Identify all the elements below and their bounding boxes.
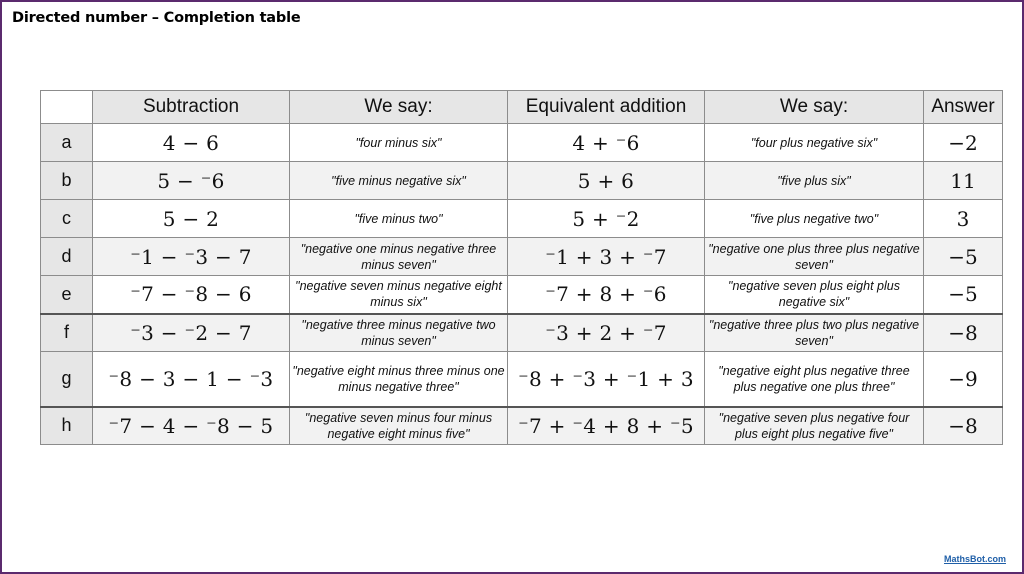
subtraction-cell: ⁻8 − 3 − 1 − ⁻3	[93, 352, 290, 407]
slide-title: Directed number – Completion table	[12, 10, 301, 26]
table-row-h	[41, 407, 1003, 445]
subtraction-cell: ⁻7 − 4 − ⁻8 − 5	[93, 407, 290, 445]
addition-cell: 5 + ⁻2	[508, 200, 705, 238]
completion-table	[40, 90, 1003, 445]
row-label: e	[41, 276, 93, 314]
we-say-addition-cell: "five plus negative two"	[705, 200, 924, 238]
we-say-addition-cell: "negative seven plus eight plus negative six"	[705, 276, 924, 314]
row-label: f	[41, 314, 93, 352]
row-label: h	[41, 407, 93, 445]
we-say-subtraction-cell: "five minus negative six"	[290, 162, 508, 200]
answer-cell: 3	[924, 200, 1003, 238]
answer-cell: 11	[924, 162, 1003, 200]
addition-cell: ⁻3 + 2 + ⁻7	[508, 314, 705, 352]
answer-cell: −5	[924, 238, 1003, 276]
header-answer: Answer	[924, 91, 1003, 124]
header-row	[41, 91, 1003, 124]
addition-cell: ⁻7 + ⁻4 + 8 + ⁻5	[508, 407, 705, 445]
subtraction-cell: ⁻3 − ⁻2 − 7	[93, 314, 290, 352]
table-row-g	[41, 352, 1003, 407]
we-say-subtraction-cell: "negative one minus negative three minus seven"	[290, 238, 508, 276]
table-row-f	[41, 314, 1003, 352]
subtraction-cell: 4 − 6	[93, 124, 290, 162]
header-we-say-subtraction: We say:	[290, 91, 508, 124]
addition-cell: ⁻1 + 3 + ⁻7	[508, 238, 705, 276]
row-label: d	[41, 238, 93, 276]
we-say-addition-cell: "negative seven plus negative four plus eight plus negative five"	[705, 407, 924, 445]
we-say-subtraction-cell: "negative three minus negative two minus seven"	[290, 314, 508, 352]
we-say-addition-cell: "negative three plus two plus negative seven"	[705, 314, 924, 352]
row-label: c	[41, 200, 93, 238]
header-we-say-addition: We say:	[705, 91, 924, 124]
answer-cell: −9	[924, 352, 1003, 407]
we-say-subtraction-cell: "negative seven minus four minus negative eight minus five"	[290, 407, 508, 445]
header-equivalent-addition: Equivalent addition	[508, 91, 705, 124]
subtraction-cell: 5 − 2	[93, 200, 290, 238]
table-row-c	[41, 200, 1003, 238]
table-row-b	[41, 162, 1003, 200]
answer-cell: −5	[924, 276, 1003, 314]
mathsbot-link[interactable]: MathsBot.com	[943, 554, 1006, 564]
addition-cell: 4 + ⁻6	[508, 124, 705, 162]
we-say-addition-cell: "four plus negative six"	[705, 124, 924, 162]
subtraction-cell: ⁻7 − ⁻8 − 6	[93, 276, 290, 314]
row-label: g	[41, 352, 93, 407]
subtraction-cell: ⁻1 − ⁻3 − 7	[93, 238, 290, 276]
we-say-subtraction-cell: "negative eight minus three minus one minus negative three"	[290, 352, 508, 407]
we-say-addition-cell: "five plus six"	[705, 162, 924, 200]
answer-cell: −2	[924, 124, 1003, 162]
we-say-subtraction-cell: "four minus six"	[290, 124, 508, 162]
header-subtraction: Subtraction	[93, 91, 290, 124]
table-row-e	[41, 276, 1003, 314]
we-say-subtraction-cell: "five minus two"	[290, 200, 508, 238]
addition-cell: ⁻8 + ⁻3 + ⁻1 + 3	[508, 352, 705, 407]
addition-cell: 5 + 6	[508, 162, 705, 200]
we-say-addition-cell: "negative one plus three plus negative seven"	[705, 238, 924, 276]
row-label: b	[41, 162, 93, 200]
subtraction-cell: 5 − ⁻6	[93, 162, 290, 200]
row-label: a	[41, 124, 93, 162]
corner-cell	[41, 91, 93, 124]
table-row-a	[41, 124, 1003, 162]
table-row-d	[41, 238, 1003, 276]
addition-cell: ⁻7 + 8 + ⁻6	[508, 276, 705, 314]
we-say-subtraction-cell: "negative seven minus negative eight minus six"	[290, 276, 508, 314]
we-say-addition-cell: "negative eight plus negative three plus negative one plus three"	[705, 352, 924, 407]
answer-cell: −8	[924, 314, 1003, 352]
answer-cell: −8	[924, 407, 1003, 445]
